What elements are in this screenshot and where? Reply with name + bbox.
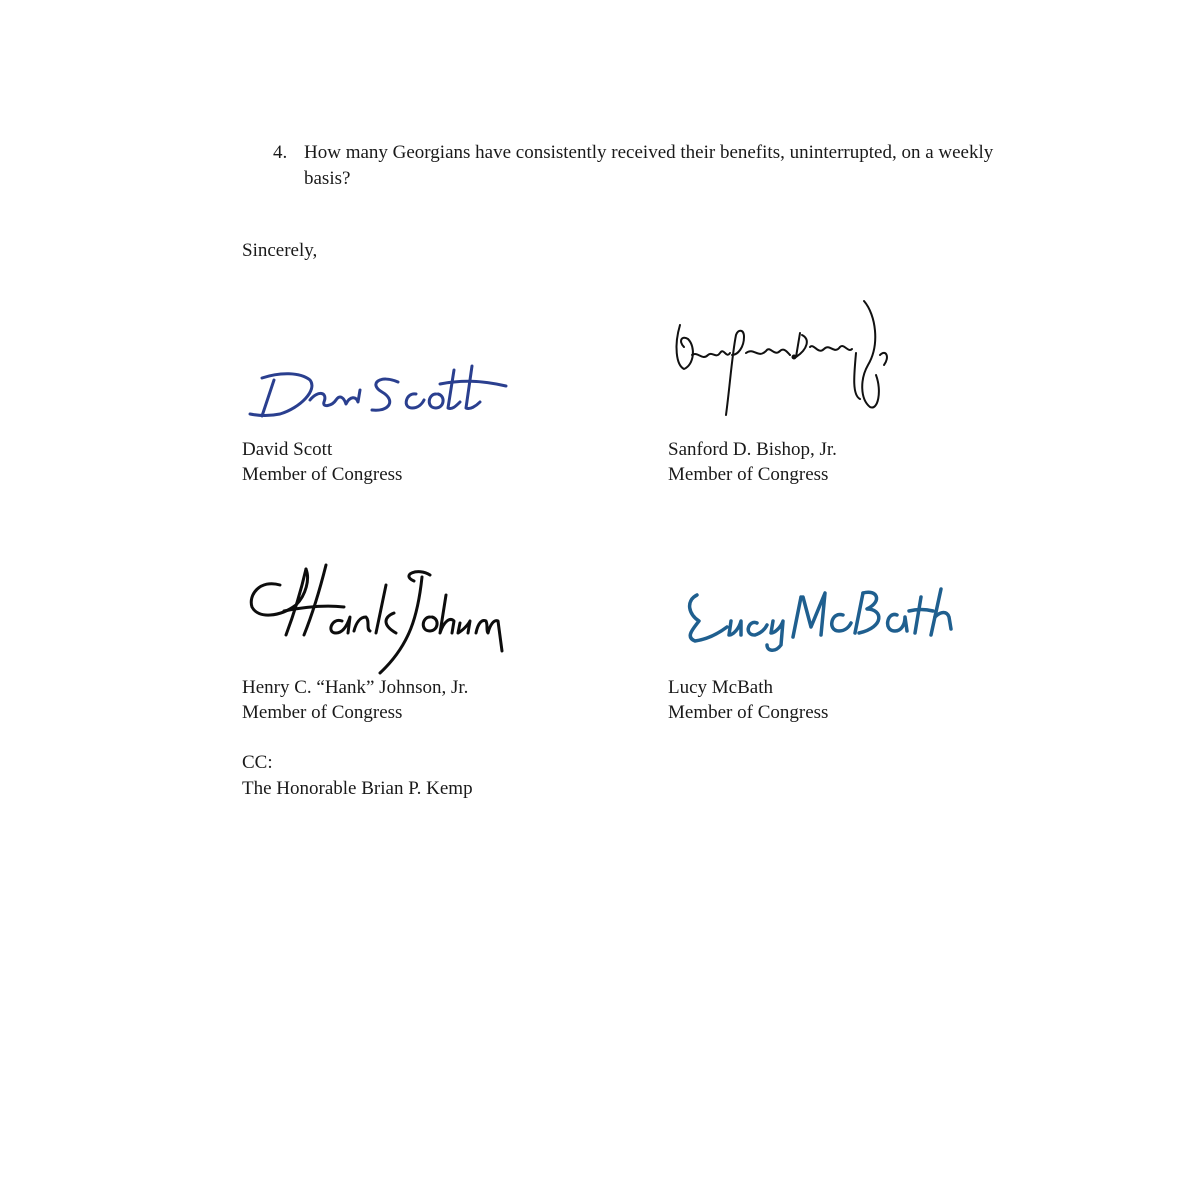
signer-title: Member of Congress [242, 702, 403, 723]
closing-salutation: Sincerely, [242, 240, 318, 261]
signer-title: Member of Congress [242, 464, 403, 485]
signer-name: Sanford D. Bishop, Jr. [668, 439, 837, 460]
signer-title: Member of Congress [668, 464, 829, 485]
cc-recipient: The Honorable Brian P. Kemp [242, 778, 473, 799]
signature-hank-johnson [240, 555, 510, 675]
signer-name: Lucy McBath [668, 677, 774, 698]
signer-title: Member of Congress [668, 702, 829, 723]
signature-david-scott [240, 350, 510, 430]
cc-label: CC: [242, 752, 273, 773]
signature-sanford-bishop [670, 295, 910, 425]
signature-block-mcbath [668, 675, 828, 725]
signature-lucy-mcbath [675, 575, 965, 655]
signature-block-johnson [242, 675, 468, 725]
signer-name: David Scott [242, 439, 333, 460]
cc-block [242, 750, 473, 802]
question-text: How many Georgians have consistently received their benefits, uninterrupted, on a weekly basis? [304, 142, 994, 189]
signature-block-bishop [668, 437, 837, 487]
question-number: 4. [273, 142, 288, 163]
signature-block-scott [242, 437, 402, 487]
signer-name: Henry C. “Hank” Johnson, Jr. [242, 677, 469, 698]
